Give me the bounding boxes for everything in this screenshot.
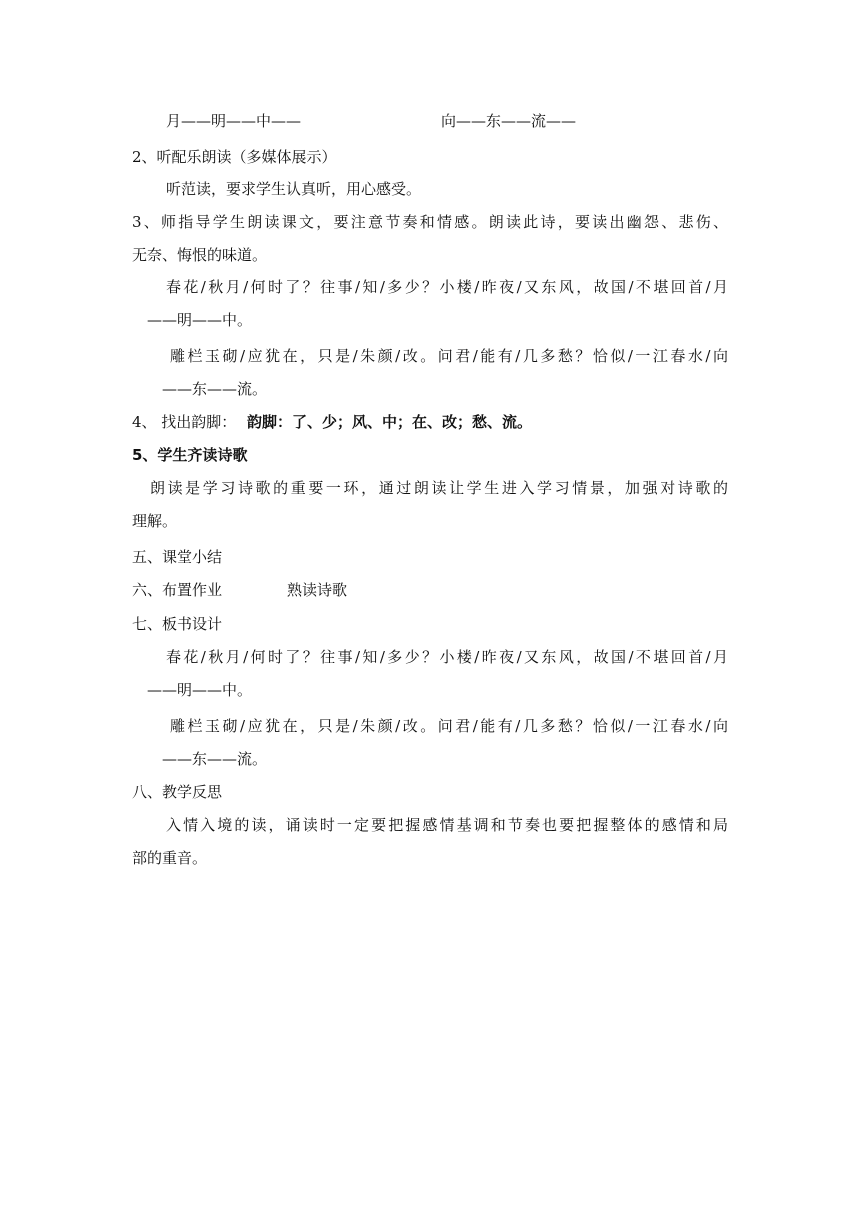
step-4-rhymes: 韵脚：了、少；风、中；在、改；愁、流。	[247, 413, 533, 431]
section-7-heading: 七、板书设计	[132, 615, 223, 633]
step-5-body-cont: 理解。	[132, 512, 178, 530]
section-6-heading: 六、布置作业	[132, 581, 223, 599]
section-5-heading: 五、课堂小结	[132, 548, 223, 566]
step-2-heading: 2、听配乐朗读（多媒体展示）	[132, 148, 337, 166]
step-5-heading: 5、学生齐读诗歌	[132, 446, 248, 464]
reflection-body: 入情入境的读，诵读时一定要把握感情基调和节奏也要把握整体的感情和局	[166, 816, 728, 834]
poem-line-2-cont: ——东——流。	[162, 380, 268, 398]
step-3-heading-cont: 无奈、悔恨的味道。	[132, 246, 268, 264]
board-line-2-cont: ——东——流。	[162, 750, 268, 768]
poem-line-2: 雕栏玉砌/应犹在，只是/朱颜/改。问君/能有/几多愁？恰似/一江春水/向	[170, 347, 728, 365]
poem-line-1: 春花/秋月/何时了？往事/知/多少？小楼/昨夜/又东风，故国/不堪回首/月	[166, 278, 728, 296]
section-8-heading: 八、教学反思	[132, 783, 223, 801]
step-5-body: 朗读是学习诗歌的重要一环，通过朗读让学生进入学习情景，加强对诗歌的	[150, 479, 728, 497]
step-4-label: 4、 找出韵脚：	[132, 413, 237, 431]
rhythm-line-2: 向——东——流——	[441, 112, 577, 130]
step-2-body: 听范读，要求学生认真听，用心感受。	[166, 180, 422, 198]
board-line-2: 雕栏玉砌/应犹在，只是/朱颜/改。问君/能有/几多愁？恰似/一江春水/向	[170, 717, 728, 735]
section-6-body: 熟读诗歌	[287, 581, 348, 599]
board-line-1-cont: ——明——中。	[147, 681, 253, 699]
rhythm-line-1: 月——明——中——	[166, 112, 302, 130]
step-3-heading: 3、师指导学生朗读课文，要注意节奏和情感。朗读此诗，要读出幽怨、悲伤、	[132, 213, 728, 231]
reflection-body-cont: 部的重音。	[132, 849, 208, 867]
board-line-1: 春花/秋月/何时了？往事/知/多少？小楼/昨夜/又东风，故国/不堪回首/月	[166, 648, 728, 666]
poem-line-1-cont: ——明——中。	[147, 311, 253, 329]
